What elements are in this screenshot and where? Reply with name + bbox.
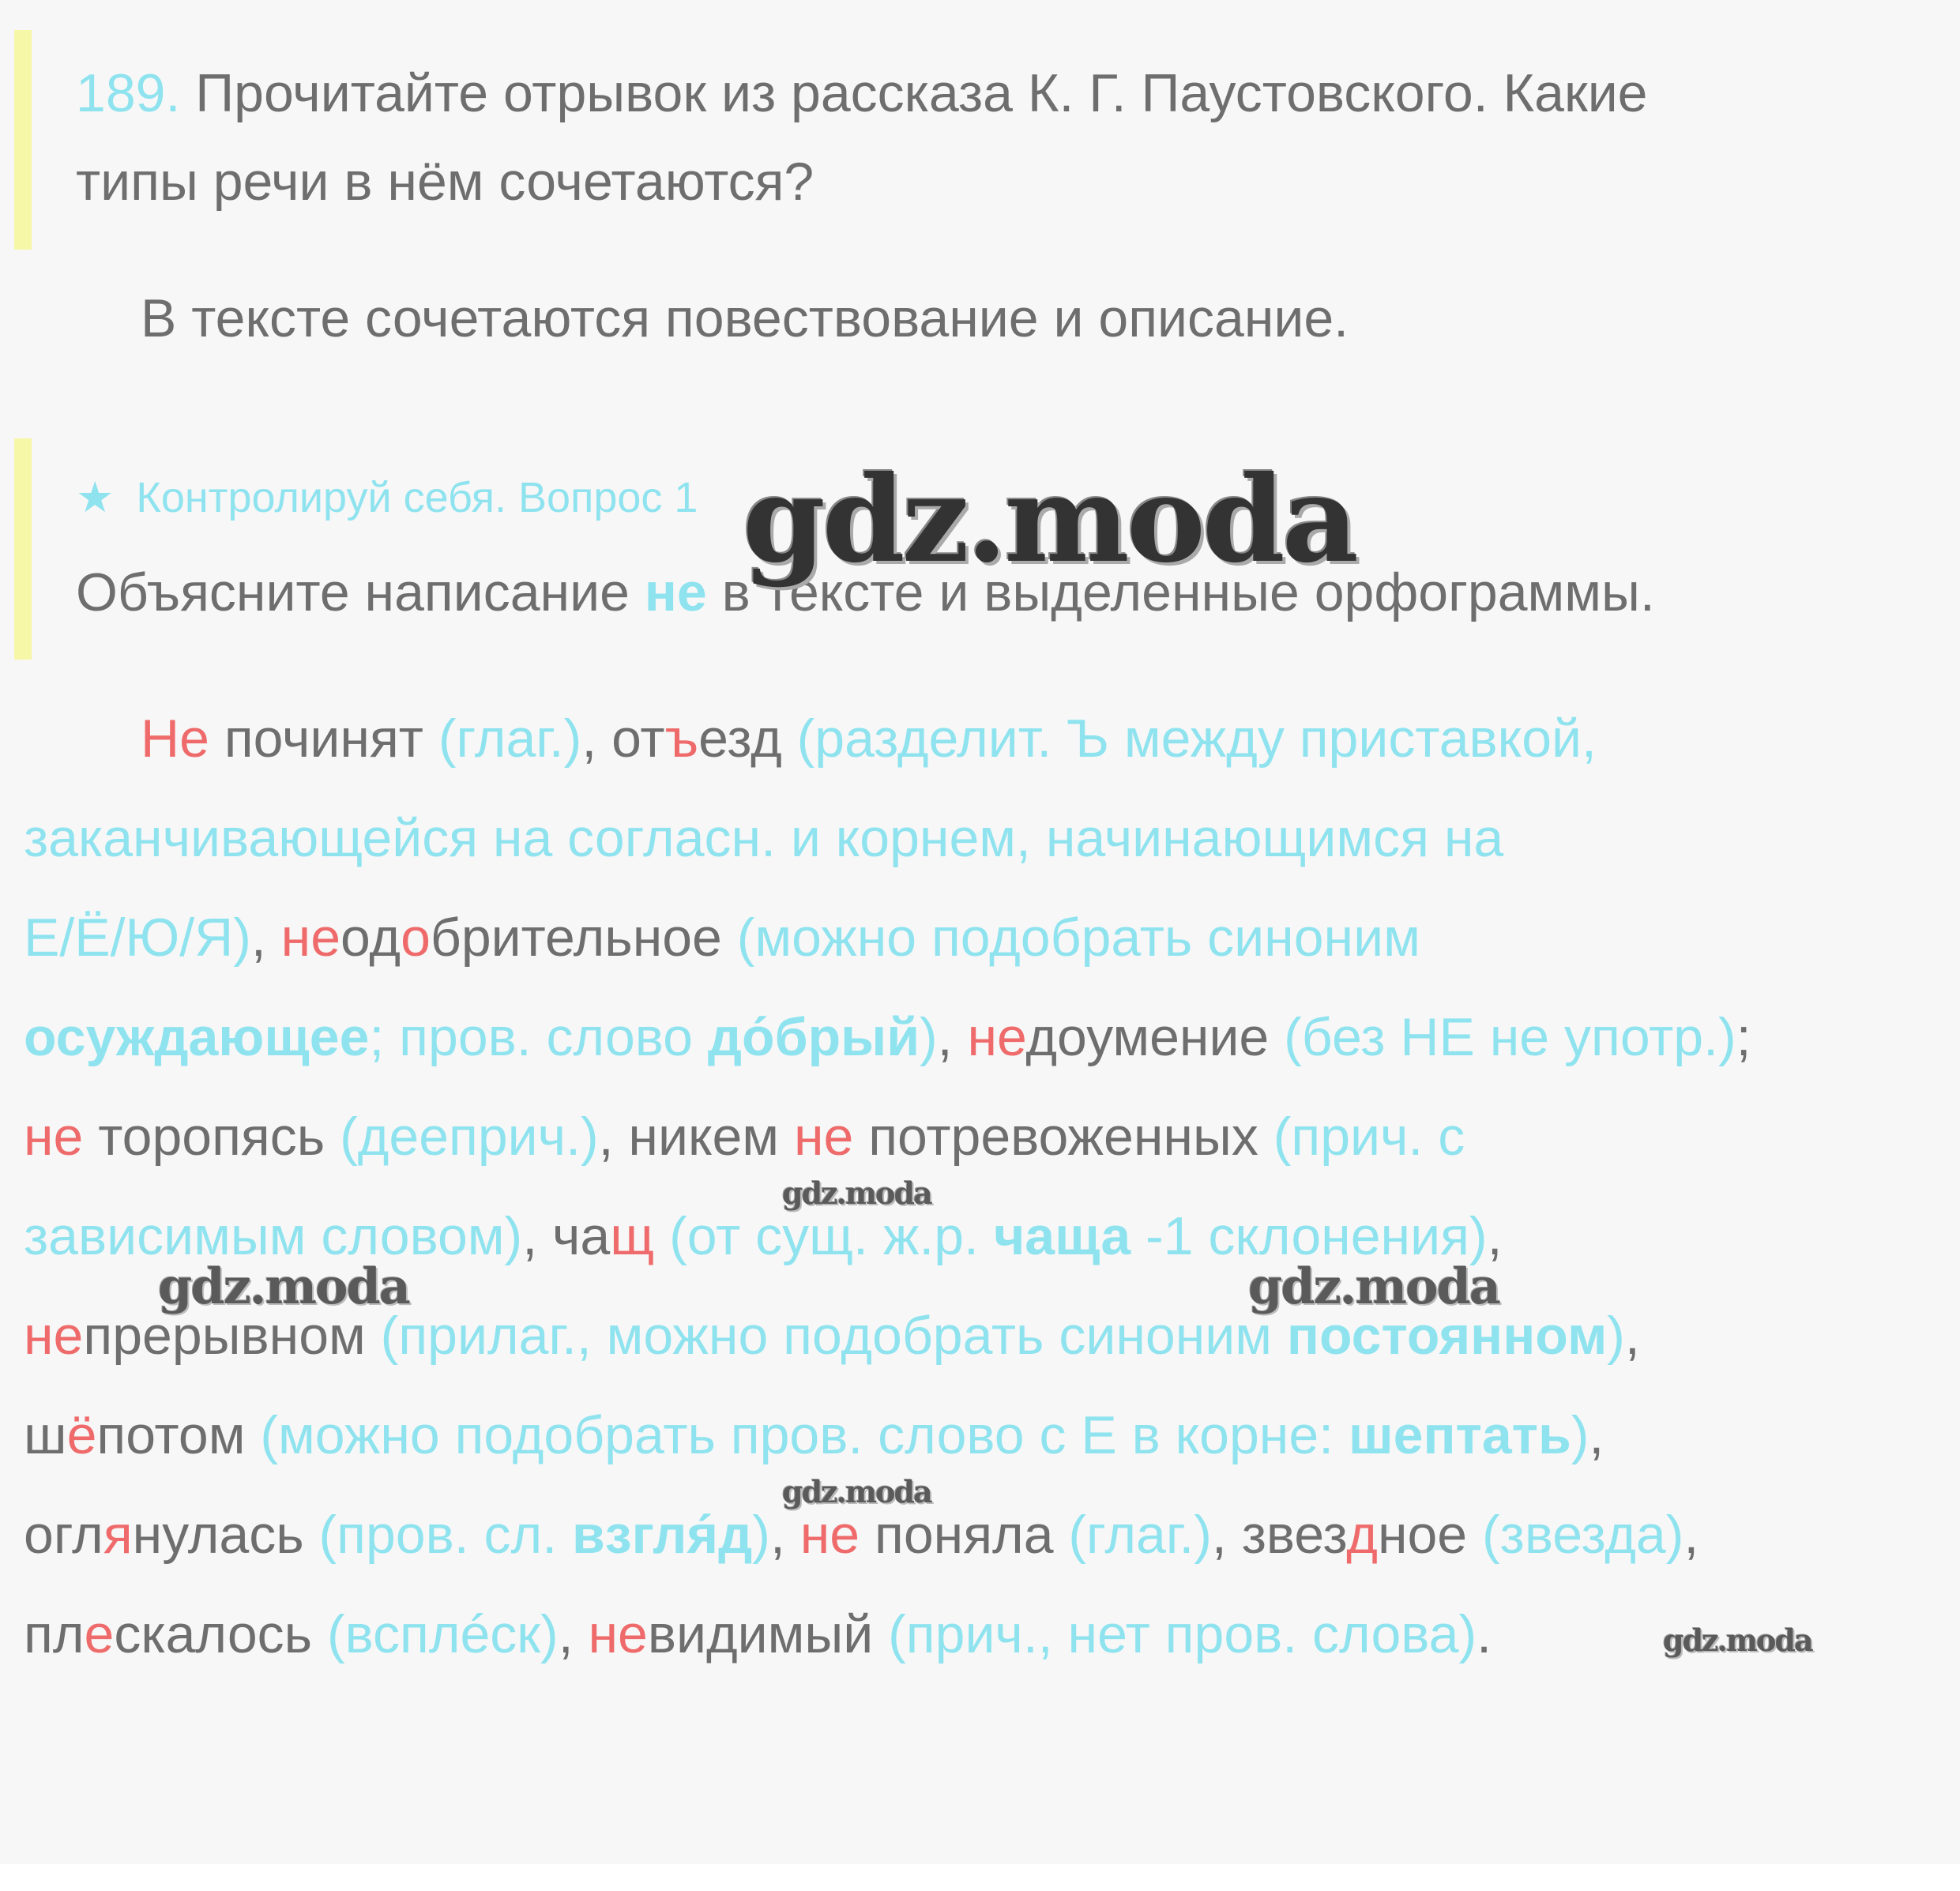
answer-text: В тексте сочетаются повествование и описание.	[141, 288, 1349, 348]
explanation-note: ; пров. слово	[369, 1007, 708, 1067]
task-text-2: типы речи в нём сочетаются?	[76, 152, 814, 212]
explanation-note: )	[920, 1007, 938, 1067]
orthogram-letter: о	[401, 908, 431, 968]
control-q-before: Объясните написание	[76, 562, 645, 622]
explanation-line	[24, 689, 1936, 788]
orthogram-letter: Не	[141, 709, 209, 769]
task-line-1	[76, 49, 1960, 137]
text-fragment: , никем	[598, 1107, 794, 1167]
text-fragment: брительное	[430, 908, 737, 968]
text-fragment: ,	[1487, 1206, 1503, 1266]
explanation-note: (разделит. Ъ между приставкой,	[796, 709, 1597, 769]
text-fragment: ,	[769, 1505, 800, 1565]
text-fragment: .	[1477, 1604, 1492, 1664]
orthogram-letter: не	[799, 1505, 860, 1565]
text-fragment: од	[340, 908, 401, 968]
explanation-note: (глаг.)	[438, 709, 582, 769]
explanation-note: (без НЕ не употр.)	[1284, 1007, 1736, 1067]
text-fragment: езд	[698, 709, 797, 769]
explanation-text	[24, 689, 1936, 1684]
text-fragment: ,	[1624, 1306, 1640, 1366]
check-word: взгля́д	[572, 1505, 753, 1565]
explanation-note: Е/Ё/Ю/Я)	[24, 908, 251, 968]
text-fragment: , от	[581, 709, 665, 769]
watermark-logo: gdz.moda	[1663, 1622, 1812, 1658]
explanation-note: (от сущ. ж.р.	[669, 1206, 994, 1266]
watermark-logo: gdz.moda	[782, 1175, 931, 1211]
explanation-line	[24, 1485, 1936, 1585]
text-fragment: торопясь	[83, 1107, 340, 1167]
watermark-logo: gdz.moda	[782, 1474, 931, 1509]
explanation-note: зависимым словом)	[24, 1206, 523, 1266]
explanation-note: )	[1571, 1405, 1589, 1465]
text-fragment: ,	[1683, 1505, 1699, 1565]
text-fragment: ,	[1589, 1405, 1604, 1465]
explanation-note: -1 склонения)	[1130, 1206, 1488, 1266]
orthogram-letter: я	[103, 1505, 133, 1565]
explanation-line	[24, 1087, 1936, 1186]
orthogram-letter: не	[967, 1007, 1026, 1067]
text-fragment: видимый	[647, 1604, 889, 1664]
explanation-line	[24, 1585, 1936, 1684]
text-fragment: ,	[937, 1007, 968, 1067]
star-icon: ★	[76, 474, 115, 521]
text-fragment: доумение	[1025, 1007, 1285, 1067]
control-q-after: в тексте и выделенные орфограммы.	[706, 562, 1655, 622]
check-word: чаща	[993, 1206, 1131, 1266]
explanation-line	[24, 987, 1936, 1087]
text-fragment	[654, 1206, 669, 1266]
text-fragment: пл	[24, 1604, 85, 1664]
orthogram-letter: ъ	[664, 709, 699, 769]
text-fragment: починят	[209, 709, 438, 769]
text-fragment: ш	[24, 1405, 67, 1465]
control-heading-text: Контролируй себя. Вопрос 1	[136, 474, 698, 521]
text-fragment: скалось	[114, 1604, 327, 1664]
explanation-line	[24, 888, 1936, 987]
watermark-logo: gdz.moda	[158, 1258, 409, 1315]
text-fragment: огл	[24, 1505, 103, 1565]
explanation-note: )	[1607, 1306, 1625, 1366]
explanation-note: (всплéск)	[326, 1604, 559, 1664]
explanation-note: (прич., нет пров. слова)	[888, 1604, 1477, 1664]
text-fragment: нулась	[132, 1505, 319, 1565]
orthogram-letter: е	[84, 1604, 115, 1664]
orthogram-letter: не	[24, 1306, 84, 1366]
explanation-note: (дееприч.)	[340, 1107, 599, 1167]
control-q-highlight: не	[644, 562, 707, 622]
text-fragment: , звез	[1211, 1505, 1347, 1565]
text-fragment: потом	[96, 1405, 261, 1465]
text-fragment: ,	[558, 1604, 589, 1664]
orthogram-letter: не	[24, 1107, 84, 1167]
orthogram-letter: д	[1346, 1505, 1378, 1565]
explanation-note: (можно подобрать синоним	[736, 908, 1420, 968]
check-word: до́брый	[707, 1007, 920, 1067]
check-word: шептать	[1348, 1405, 1571, 1465]
explanation-note: (пров. сл.	[318, 1505, 572, 1565]
explanation-line	[24, 1385, 1936, 1485]
explanation-note: )	[752, 1505, 770, 1565]
text-fragment: поняла	[860, 1505, 1069, 1565]
explanation-note: заканчивающейся на согласн. и корнем, начинающимся на	[24, 808, 1504, 868]
explanation-note: (можно подобрать пров. слово с Е в корне:	[260, 1405, 1349, 1465]
orthogram-letter: ё	[66, 1405, 97, 1465]
text-fragment: потревоженных	[853, 1107, 1273, 1167]
task-text-1: Прочитайте отрывок из рассказа К. Г. Паустовского. Какие	[195, 63, 1648, 123]
orthogram-letter: не	[280, 908, 341, 968]
explanation-note: (звезда)	[1482, 1505, 1684, 1565]
explanation-note: (глаг.)	[1068, 1505, 1212, 1565]
text-fragment: ное	[1377, 1505, 1483, 1565]
text-fragment: ,	[250, 908, 281, 968]
check-word: осуждающее	[24, 1007, 370, 1067]
text-fragment: ;	[1736, 1007, 1751, 1067]
task-number: 189.	[76, 63, 181, 123]
text-fragment: , ча	[522, 1206, 611, 1266]
orthogram-letter: щ	[610, 1206, 655, 1266]
orthogram-letter: не	[793, 1107, 854, 1167]
orthogram-letter: не	[588, 1604, 648, 1664]
watermark-logo: gdz.moda	[1248, 1258, 1499, 1315]
check-word: постоянном	[1286, 1306, 1608, 1366]
text-fragment: прерывном	[83, 1306, 381, 1366]
explanation-note: (прилаг., можно подобрать синоним	[380, 1306, 1287, 1366]
explanation-line	[24, 788, 1936, 888]
explanation-note: (прич. с	[1273, 1107, 1465, 1167]
task-block	[14, 30, 1960, 250]
watermark-logo: gdz.moda	[743, 450, 1356, 589]
